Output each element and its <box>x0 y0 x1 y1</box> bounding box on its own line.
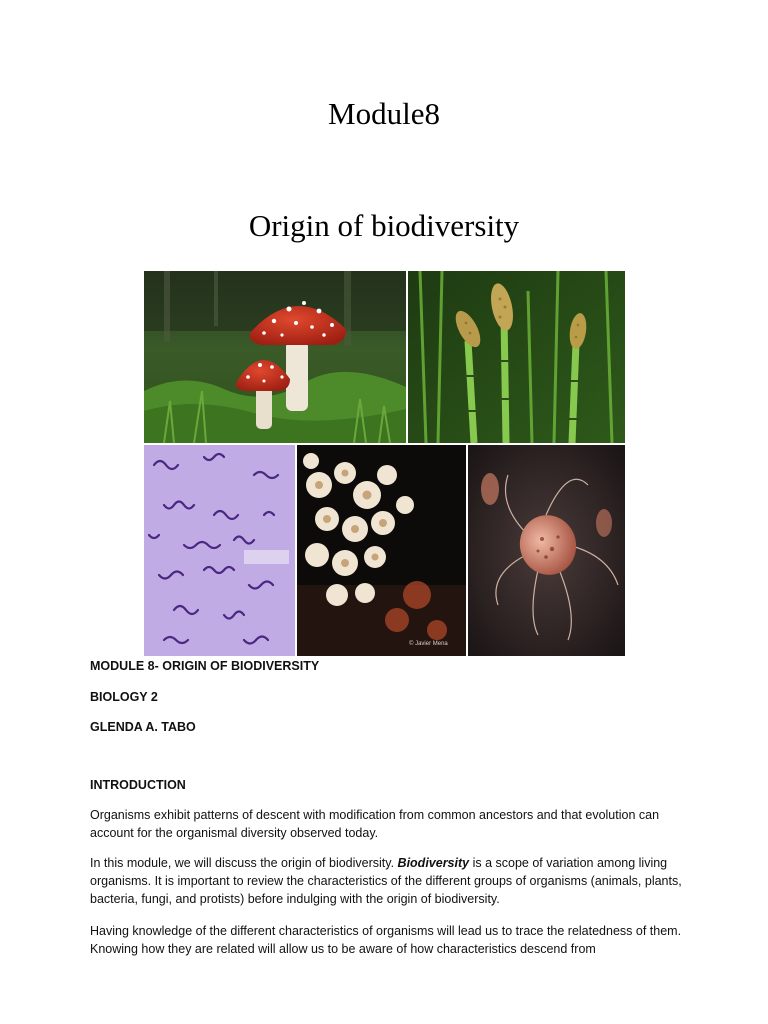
subject-label: BIOLOGY 2 <box>90 690 158 704</box>
protist-illustration <box>468 445 625 656</box>
horsetail-photo <box>408 271 625 443</box>
module-heading: MODULE 8- ORIGIN OF BIODIVERSITY <box>90 659 320 673</box>
intro-paragraph-1: Organisms exhibit patterns of descent with modification from common ancestors and that evolution can account for the organismal diversity observed today. <box>90 808 660 840</box>
bacteria-micrograph <box>144 445 295 656</box>
introduction-heading: INTRODUCTION <box>90 778 186 792</box>
author-name: GLENDA A. TABO <box>90 720 196 734</box>
intro-paragraph-2 <box>90 854 690 908</box>
mushroom-photo <box>144 271 406 443</box>
sea-anemone-photo <box>297 445 466 656</box>
biodiversity-photo-collage <box>144 271 625 656</box>
intro-paragraph-2-rest: is a scope of variation among living organisms. It is important to review the characteristics of the different groups of organisms (animals, plants, bacteria, fungi, and protists) before indulging with the origin of biodiversity. <box>90 856 682 906</box>
biodiversity-term: Biodiversity <box>397 856 470 870</box>
module-subtitle: Origin of biodiversity <box>248 208 520 243</box>
intro-paragraph-3: Having knowledge of the different characteristics of organisms will lead us to trace the relatedness of them. Knowing how they are related will allow us to be aware of how characteristics descend from <box>90 924 682 956</box>
module-title: Module8 <box>328 96 440 131</box>
photo-credit: © Javier Mena <box>409 641 448 647</box>
intro-paragraph-2-lead: In this module, we will discuss the origin of biodiversity. <box>90 856 398 870</box>
